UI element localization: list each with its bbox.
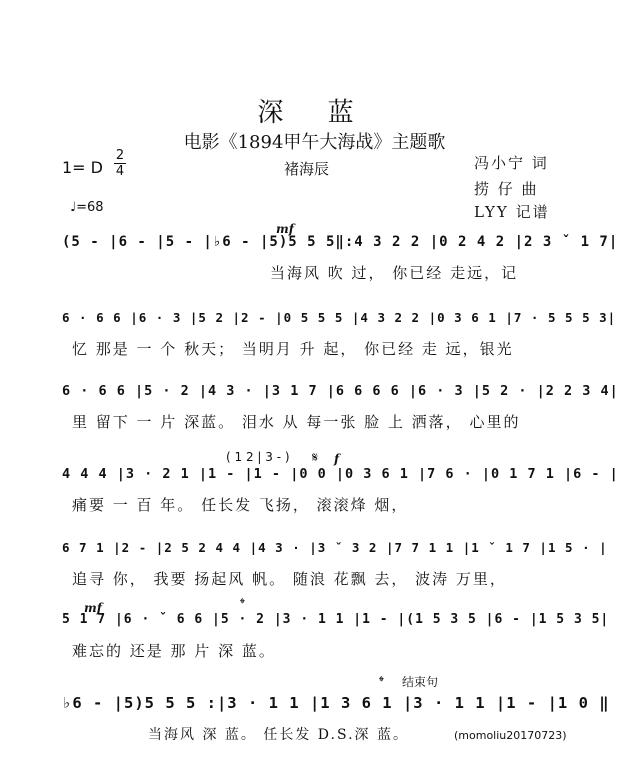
lyrics-line-4: 痛要 一 百 年。 任长发 飞扬， 滚滚烽 烟， [72, 496, 409, 514]
music-line-4: 4 4 4 |3 · 2 1 |1 - |1 - |0 0 |0 3 6 1 |7 6 · |0 1 7 1 |6 - | [62, 466, 619, 482]
volta-bracket: ( 1 2 | 3 - ) [226, 450, 290, 464]
tempo-marking [70, 200, 104, 215]
music-line-6: 5 1 7 |6 · ˇ 6 6 |5 · 2 |3 · 1 1 |1 - |(1 5 3 5 |6 - |1 5 3 5| [62, 612, 610, 627]
quarter-note-icon: ♩ [70, 200, 77, 215]
tempo-value: =68 [76, 200, 104, 215]
meter-top: 2 [115, 148, 125, 163]
coda-icon: 𝄌 [240, 596, 245, 612]
key-signature: 1= D [62, 158, 103, 177]
lyrics-line-5: 追寻 你， 我要 扬起风 帆。 随浪 花飘 去， 波涛 万里， [72, 570, 507, 588]
mf-dynamic-icon: mf [276, 222, 294, 236]
music-line-7: ♭6 - |5)5 5 5 :|3 · 1 1 |1 3 6 1 |3 · 1 1 |1 - |1 0 ‖ [62, 694, 610, 712]
singer-credit: 褚海辰 [284, 160, 330, 178]
lyrics-line-6: 难忘的 还是 那 片 深 蓝。 [72, 642, 276, 660]
music-line-3: 6 · 6 6 |5 · 2 |4 3 · |3 1 7 |6 6 6 6 |6 · 3 |5 2 · |2 2 3 4| [62, 383, 619, 399]
time-signature [114, 149, 126, 178]
transcriber-signature: (momoliu20170723) [454, 729, 567, 742]
transcriber-credit: LYY 记谱 [474, 203, 550, 221]
lyrics-line-2: 忆 那是 一 个 秋天； 当明月 升 起， 你已经 走 远，银光 [72, 340, 514, 358]
music-line-1: (5 - |6 - |5 - |♭6 - |5)5 5 5‖:4 3 2 2 |0 2 4 2 |2 3 ˇ 1 7| [62, 234, 619, 250]
page-subtitle: 电影《1894甲午大海战》主题歌 [183, 132, 446, 153]
lyrics-line-7: 当海风 深 蓝。 任长发 D.S.深 蓝。 [148, 727, 409, 743]
lyricist-credit: 冯小宁 词 [474, 154, 549, 172]
mf-dynamic-icon: mf [84, 601, 102, 615]
page-title: 深 蓝 [257, 98, 372, 128]
lyrics-line-3: 里 留下 一 片 深蓝。 泪水 从 每一张 脸 上 洒落， 心里的 [72, 413, 521, 431]
ending-label: 结束句 [402, 675, 439, 689]
composer-credit: 捞 仔 曲 [474, 180, 539, 198]
f-dynamic-icon: f [334, 452, 340, 466]
music-line-5: 6 7 1 |2 - |2 5 2 4 4 |4 3 · |3 ˇ 3 2 |7 7 1 1 |1 ˇ 1 7 |1 5 · | [62, 540, 608, 555]
meter-bottom: 4 [115, 164, 125, 179]
lyrics-line-1: 当海风 吹 过， 你已经 走远，记 [270, 264, 519, 282]
coda-icon: 𝄌 [379, 674, 384, 690]
music-line-2: 6 · 6 6 |6 · 3 |5 2 |2 - |0 5 5 5 |4 3 2 2 |0 3 6 1 |7 · 5 5 5 3| [62, 310, 617, 325]
segno-icon: 𝄋 [312, 450, 319, 466]
